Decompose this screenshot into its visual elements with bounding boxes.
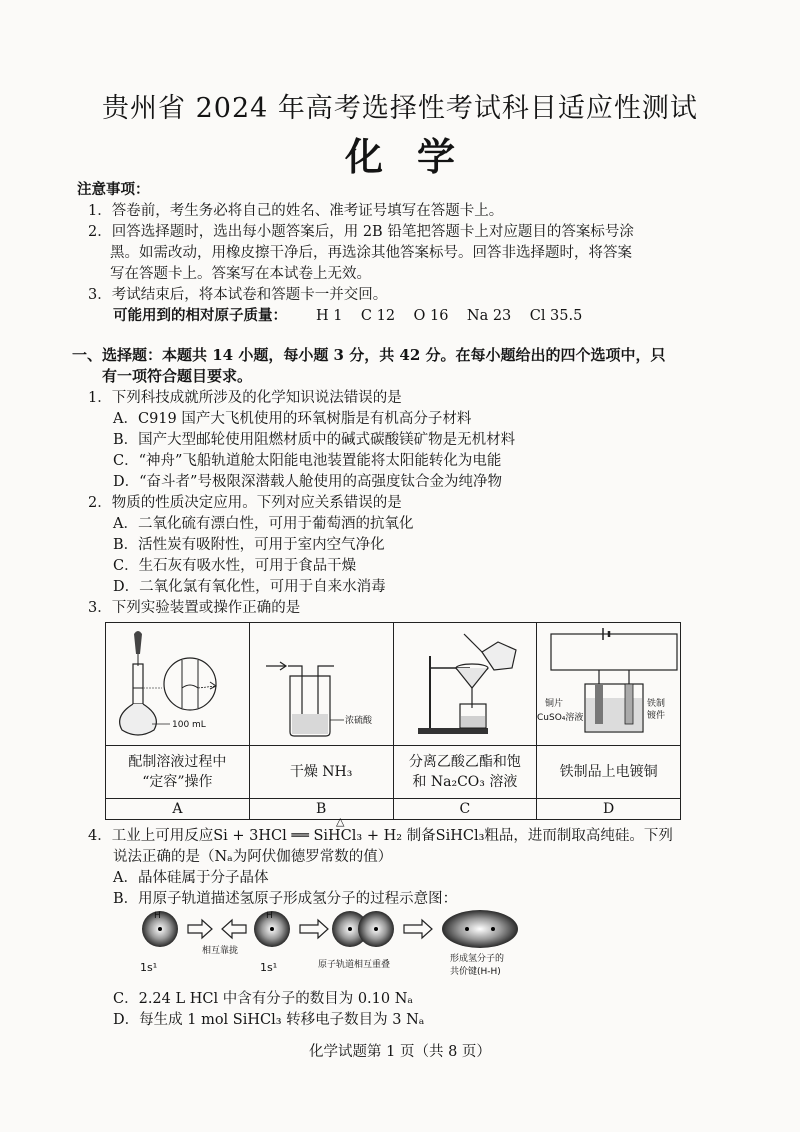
figure-d-cell bbox=[537, 623, 681, 746]
figure-b-cell bbox=[249, 623, 393, 746]
notice-heading: 注意事项： bbox=[77, 181, 150, 198]
reaction-condition: △ bbox=[336, 815, 345, 828]
subject-title: 化学 bbox=[344, 134, 489, 179]
iron-part-icon bbox=[625, 684, 633, 724]
q1-option-c: C．“神舟”飞船轨道舱太阳能电池装置能将太阳能转化为电能 bbox=[113, 453, 502, 469]
volumetric-flask-figure bbox=[112, 626, 242, 742]
q4-option-c: C．2.24 L HCl 中含有分子的数目为 0.10 Nₐ bbox=[113, 991, 413, 1007]
iron-part-label-2: 镀件 bbox=[647, 711, 666, 721]
q4-stem: 4．工业上可用反应Si + 3HCl ══ SiHCl₃ + H₂ 制备SiHCl₃粗品，进而制取高纯硅。下列 bbox=[88, 828, 673, 844]
orbital-label-2: 1s¹ bbox=[260, 961, 278, 974]
atom-label: H bbox=[154, 911, 161, 921]
magnify-circle-icon bbox=[164, 658, 216, 710]
arrow-right-icon bbox=[404, 920, 432, 938]
bond-label-2: 共价键(H-H) bbox=[450, 967, 501, 977]
funnel-icon bbox=[456, 668, 488, 688]
q2-option-a: A．二氧化硫有漂白性，可用于葡萄酒的抗氧化 bbox=[113, 516, 414, 532]
notice-item: 2．回答选择题时，选出每小题答案后，用 2B 铅笔把答题卡上对应题目的答案标号涂 bbox=[88, 224, 634, 240]
section-heading: 一、选择题：本题共 14 小题，每小题 3 分，共 42 分。在每小题给出的四个选项中，只 bbox=[72, 346, 666, 364]
q2-option-d: D．二氧化氯有氧化性，可用于自来水消毒 bbox=[113, 579, 386, 595]
q1-stem: 1．下列科技成就所涉及的化学知识说法错误的是 bbox=[88, 390, 402, 406]
q4-option-b: B．用原子轨道描述氢原子形成氢分子的过程示意图： bbox=[113, 891, 458, 907]
q3-stem: 3．下列实验装置或操作正确的是 bbox=[88, 600, 301, 616]
arrow-right-icon bbox=[188, 920, 212, 938]
caption-c: 分离乙酸乙酯和饱 和 Na₂CO₃ 溶液 bbox=[393, 746, 537, 799]
q1-option-d: D．“奋斗者”号极限深潜载人舱使用的高强度钛合金为纯净物 bbox=[113, 474, 502, 490]
q1-option-a: A．C919 国产大飞机使用的环氧树脂是有机高分子材料 bbox=[113, 411, 472, 427]
copper-plate-label: 铜片 bbox=[545, 699, 564, 709]
copper-plate-icon bbox=[595, 684, 603, 724]
notice-item: 1．答卷前，考生务必将自己的姓名、准考证号填写在答题卡上。 bbox=[88, 203, 504, 219]
flask-mark-label: 100 mL bbox=[172, 720, 207, 730]
figure-c-cell bbox=[393, 623, 537, 746]
dropper-icon bbox=[134, 631, 142, 654]
notice-item: 写在答题卡上。答案写在本试卷上无效。 bbox=[110, 266, 371, 282]
arrow-right-icon bbox=[300, 920, 328, 938]
q4-option-a: A．晶体硅属于分子晶体 bbox=[113, 870, 269, 886]
bond-label-1: 形成氢分子的 bbox=[450, 954, 505, 964]
atom-label: H bbox=[266, 911, 273, 921]
caption-b: 干燥 NH₃ bbox=[249, 746, 393, 799]
arrow-left-icon bbox=[222, 920, 246, 938]
stand-base-icon bbox=[418, 728, 488, 734]
conc-acid-label: 浓硫酸 bbox=[345, 716, 373, 726]
exam-title: 贵州省 2024 年高考选择性考试科目适应性测试 bbox=[102, 93, 698, 124]
figure-a-cell bbox=[106, 623, 250, 746]
caption-d: 铁制品上电镀铜 bbox=[537, 746, 681, 799]
atomic-mass-label: 可能用到的相对原子质量： bbox=[113, 307, 287, 324]
page-footer: 化学试题第 1 页（共 8 页） bbox=[309, 1044, 491, 1060]
q2-option-c: C．生石灰有吸水性，可用于食品干燥 bbox=[113, 558, 357, 574]
q2-option-b: B．活性炭有吸附性，可用于室内空气净化 bbox=[113, 537, 385, 553]
experiment-table bbox=[105, 622, 681, 820]
cuso4-label: CuSO₄溶液 bbox=[537, 713, 584, 723]
gas-washing-bottle-figure bbox=[256, 626, 386, 742]
iron-part-label-1: 铁制 bbox=[647, 699, 666, 709]
atomic-mass-values: H 1 C 12 O 16 Na 23 Cl 35.5 bbox=[316, 308, 583, 324]
q4-stem-cont: 说法正确的是（Nₐ为阿伏伽德罗常数的值） bbox=[113, 849, 393, 865]
q2-stem: 2．物质的性质决定应用。下列对应关系错误的是 bbox=[88, 495, 402, 511]
electroplating-figure bbox=[537, 626, 687, 742]
hydrogen-molecule-icon bbox=[442, 910, 518, 948]
notice-item: 3．考试结束后，将本试卷和答题卡一并交回。 bbox=[88, 287, 388, 303]
orbital-label-1: 1s¹ bbox=[140, 961, 158, 974]
flask-body-icon bbox=[120, 704, 157, 735]
option-letter-d: D bbox=[537, 799, 681, 820]
filtration-figure bbox=[400, 626, 530, 742]
option-letter-b: B bbox=[249, 799, 393, 820]
notice-item: 黑。如需改动，用橡皮擦干净后，再选涂其他答案标号。回答非选择题时，将答案 bbox=[110, 245, 632, 261]
hydrogen-orbital-diagram bbox=[140, 905, 550, 985]
q1-option-b: B．国产大型邮轮使用阻燃材质中的碱式碳酸镁矿物是无机材料 bbox=[113, 432, 516, 448]
overlap-label: 原子轨道相互重叠 bbox=[318, 960, 391, 970]
q4-option-d: D．每生成 1 mol SiHCl₃ 转移电子数目为 3 Nₐ bbox=[113, 1012, 425, 1028]
caption-a: 配制溶液过程中 “定容”操作 bbox=[106, 746, 250, 799]
option-letter-a: A bbox=[106, 799, 250, 820]
option-letter-c: C bbox=[393, 799, 537, 820]
approach-label: 相互靠拢 bbox=[202, 946, 239, 956]
section-heading-cont: 有一项符合题目要求。 bbox=[102, 367, 253, 385]
